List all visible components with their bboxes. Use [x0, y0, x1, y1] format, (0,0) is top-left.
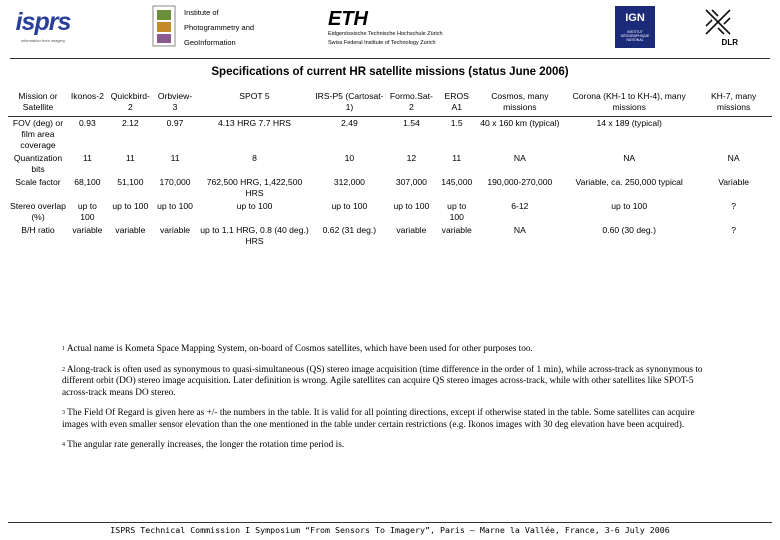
footnote	[62, 408, 722, 431]
table-cell: 170,000	[159, 177, 191, 187]
row-label: Quantization bits	[13, 153, 63, 174]
table-cell: 145,000	[441, 177, 473, 187]
isprs-logo	[10, 6, 76, 46]
isprs-tagline: information from imagery	[20, 38, 66, 43]
table-cell: 762,500 HRG, 1,422,500 HRS	[206, 177, 303, 198]
col-header: Mission or Satellite	[8, 90, 68, 117]
table-cell: 11	[452, 153, 462, 163]
table-cell: up to 100	[447, 201, 467, 222]
col-header: SPOT 5	[196, 90, 313, 117]
table-cell: Variable, ca. 250,000 typical	[575, 177, 683, 187]
table-cell: ?	[731, 201, 737, 211]
table-cell: 11	[125, 153, 135, 163]
table-cell: up to 1.1 HRG, 0.8 (40 deg.) HRS	[200, 225, 309, 246]
row-label: Scale factor	[15, 177, 61, 187]
row-label: B/H ratio	[21, 225, 55, 235]
table-cell: NA	[513, 225, 526, 235]
table-cell: 11	[170, 153, 180, 163]
table-cell: 190,000-270,000	[487, 177, 553, 187]
table-cell: 4.13 HRG 7.7 HRS	[217, 118, 292, 128]
footnote-number: 1	[62, 346, 65, 352]
row-label: Stereo overlap (%)	[10, 201, 66, 222]
table-cell: 1.54	[403, 118, 420, 128]
ipg-emblem-icon	[152, 5, 176, 47]
footnotes	[62, 344, 722, 461]
dlr-logo-text: DLR	[721, 38, 738, 47]
col-header: IRS-P5 (Cartosat-1)	[313, 90, 386, 117]
col-header: EROS A1	[437, 90, 477, 117]
page-header	[0, 0, 780, 58]
col-header: Ikonos-2	[68, 90, 107, 117]
table-cell: 0.62 (31 deg.)	[322, 225, 377, 235]
table-cell: 307,000	[395, 177, 427, 187]
table-cell: ?	[731, 225, 737, 235]
table-cell: up to 100	[611, 201, 648, 211]
table-cell: 10	[344, 153, 355, 163]
table-cell: 40 x 160 km (typical)	[480, 118, 560, 128]
table-row	[8, 117, 772, 153]
table-cell	[695, 117, 772, 153]
col-header: Orbview-3	[154, 90, 196, 117]
table-cell: 6-12	[511, 201, 529, 211]
table-cell: up to 100	[112, 201, 149, 211]
ign-subtitle	[615, 30, 655, 42]
isprs-logo-text: isprs	[15, 8, 71, 36]
footnote-number: 2	[62, 366, 65, 373]
table-cell: variable	[441, 225, 472, 235]
dlr-logo	[698, 6, 738, 50]
ign-sub-2: GÉOGRAPHIQUE	[620, 34, 650, 38]
table-header-row	[8, 90, 772, 117]
table-cell: 14 x 189 (typical)	[596, 118, 662, 128]
table-row	[8, 176, 772, 200]
footer-divider	[8, 522, 772, 523]
table-cell: 1.5	[450, 118, 463, 128]
table-cell: NA	[513, 153, 526, 163]
ipg-line-3: GeoInformation	[184, 38, 236, 47]
footnote	[62, 365, 722, 400]
footnote-text: The angular rate generally increases, the longer the rotation time period is.	[67, 440, 345, 450]
table-cell: 2.12	[121, 118, 139, 128]
col-header: Corona (KH-1 to KH-4), many missions	[563, 90, 695, 117]
table-cell: 8	[252, 153, 257, 163]
footnote-text: The Field Of Regard is given here as +/- the numbers in the table. It is valid for all pointing directions, except if otherwise stated in the table. Some satellites can acquire images with even smaller sensor elevation than the one mentioned in the table under certain restrictions (e.g. Ikonos images with 30 deg elevation have been acquired).	[62, 408, 695, 430]
table-cell: 68,100	[74, 177, 101, 187]
row-label: FOV (deg) or film area coverage	[12, 118, 64, 150]
table-cell: 0.97	[166, 118, 184, 128]
header-divider	[10, 58, 770, 59]
table-cell: Variable	[718, 177, 750, 187]
footnote-text: Actual name is Kometa Space Mapping System, on-board of Cosmos satellites, which have been used for other purposes too.	[66, 344, 533, 354]
table-row	[8, 200, 772, 224]
page-footer: ISPRS Technical Commission I Symposium “From Sensors To Imagery”, Paris – Marne la Vallée, France, 3-6 July 2006	[110, 525, 670, 535]
footnote-number: 4	[62, 442, 65, 448]
table-cell: 312,000	[333, 177, 365, 187]
col-header: Cosmos, many missions	[477, 90, 563, 117]
table-cell: variable	[159, 225, 191, 235]
footnote-text: Along-track is often used as synonymous to quasi-simultaneous (QS) stereo image acquisition (time difference in the order of 1 min), while across-track as synonymous to different orbit (DO) stereo image acquisition. Later definition is wrong. Agile satellites can acquire QS stereo images across-track, while with other satellites like SPOT-5 across-track means DO stereo.	[62, 364, 703, 398]
table-cell: up to 100	[157, 201, 193, 211]
table-row	[8, 224, 772, 248]
eth-logo	[328, 8, 368, 31]
footnote	[62, 344, 722, 356]
table-cell: 0.93	[79, 118, 96, 128]
ign-sub-1: INSTITUT	[627, 30, 643, 34]
table-cell: NA	[623, 153, 636, 163]
table-cell: variable	[396, 225, 427, 235]
table-cell: up to 100	[77, 201, 97, 222]
table-cell: 12	[406, 153, 417, 163]
eth-line-english: Swiss Federal Institute of Technology Zurich	[328, 40, 436, 46]
table-cell: variable	[115, 225, 146, 235]
eth-line-german: Eidgenössische Technische Hochschule Zürich	[328, 31, 443, 37]
ipg-line-2: Photogrammetry and	[184, 23, 255, 32]
ign-logo-text: IGN	[625, 12, 645, 24]
dlr-emblem-icon	[698, 6, 738, 38]
footnote	[62, 440, 722, 452]
page-title: Specifications of current HR satellite missions (status June 2006)	[211, 66, 569, 78]
eth-logo-text: ETH	[328, 8, 368, 30]
table-cell: 0.60 (30 deg.)	[602, 225, 656, 235]
col-header: Formo.Sat-2	[386, 90, 437, 117]
ipg-line-1: Institute of	[184, 8, 219, 17]
table-row	[8, 152, 772, 176]
ign-logo	[615, 6, 655, 48]
col-header: Quickbird-2	[107, 90, 154, 117]
table-cell: 51,100	[117, 177, 144, 187]
table-cell: variable	[72, 225, 103, 235]
table-cell: 11	[82, 153, 92, 163]
table-cell: up to 100	[393, 201, 430, 211]
table-cell: up to 100	[236, 201, 273, 211]
col-header: KH-7, many missions	[695, 90, 772, 117]
footnote-number: 3	[62, 410, 65, 416]
ipg-institute-name	[184, 5, 254, 50]
table-cell: NA	[727, 153, 740, 163]
table-cell: up to 100	[331, 201, 368, 211]
eth-name	[328, 30, 443, 48]
ign-sub-3: NATIONAL	[626, 38, 644, 42]
table-cell: 2.49	[341, 118, 358, 128]
spec-table	[8, 90, 772, 248]
